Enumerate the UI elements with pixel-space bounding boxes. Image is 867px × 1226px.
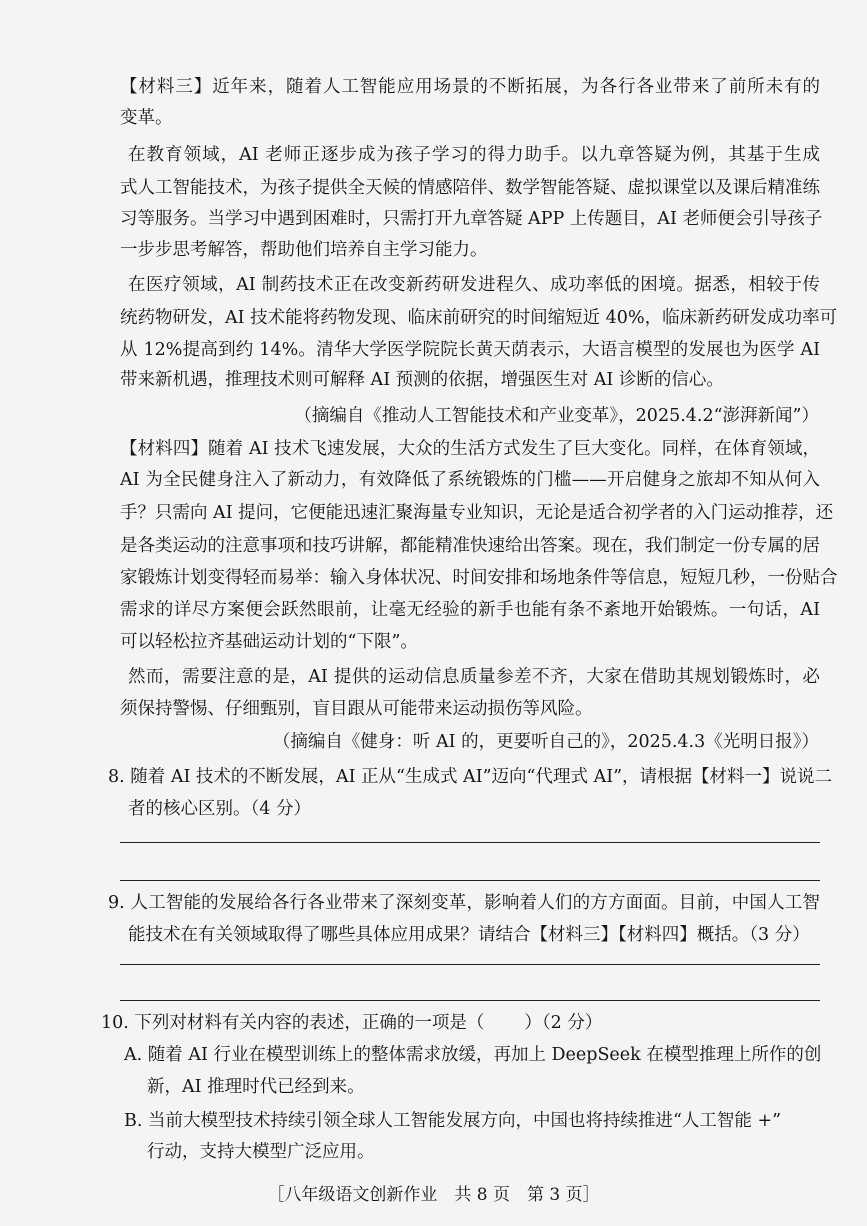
material3-intro-line2: 变革。 <box>120 108 173 128</box>
material4-line6: 需求的详尽方案便会跃然眼前，让毫无经验的新手也能有条不紊地开始锻炼。一句话，AI <box>120 600 820 620</box>
material4-line3: 手？只需向 AI 提问，它便能迅速汇聚海量专业知识，无论是适合初学者的入门运动推荐，还 <box>120 503 834 523</box>
material3-source: （摘编自《推动人工智能技术和产业变革》，2025.4.2“澎湃新闻”） <box>294 406 819 426</box>
page-footer: ［八年级语文创新作业 共 8 页 第 3 页］ <box>267 1185 600 1205</box>
material3-education-line3: 习等服务。当学习中遇到困难时，只需打开九章答疑 APP 上传题目，AI 老师便会引导孩子 <box>120 209 823 229</box>
material4-source: （摘编自《健身：听 AI 的，更要听自己的》，2025.4.3《光明日报》） <box>272 732 819 752</box>
option-b-line2: 行动，支持大模型广泛应用。 <box>147 1142 375 1162</box>
material3-intro-line1: 【材料三】近年来，随着人工智能应用场景的不断拓展，为各行各业带来了前所未有的 <box>120 77 820 97</box>
question-10-stem <box>101 1010 867 1036</box>
material3-medical-line1: 在医疗领域，AI 制药技术正在改变新药研发进程久、成功率低的困境。据悉，相较于传 <box>128 275 820 295</box>
material3-education-line2: 式人工智能技术，为孩子提供全天候的情感陪伴、数学智能答疑、虚拟课堂以及课后精准练 <box>120 178 820 198</box>
material4-caution-line1: 然而，需要注意的是，AI 提供的运动信息质量参差不齐，大家在借助其规划锻炼时，必 <box>128 667 820 687</box>
question-8-line1: 8. 随着 AI 技术的不断发展，AI 正从“生成式 AI”迈向“代理式 AI”，请根据【材料一】说说二 <box>108 767 833 787</box>
answer-line-q9-1[interactable] <box>120 964 820 965</box>
option-a-line1: A. 随着 AI 行业在模型训练上的整体需求放缓，再加上 DeepSeek 在模型推理上所作的创 <box>124 1045 822 1065</box>
question-8-line2: 者的核心区别。（4 分） <box>128 799 311 819</box>
material4-line7: 可以轻松拉齐基础运动计划的“下限”。 <box>120 632 418 652</box>
answer-line-q8-1[interactable] <box>120 842 820 843</box>
option-a-line2: 新，AI 推理时代已经到来。 <box>147 1077 365 1097</box>
answer-line-q9-2[interactable] <box>120 1000 820 1001</box>
answer-line-q8-2[interactable] <box>120 880 820 881</box>
material3-education-line4: 一步步思考解答，帮助他们培养自主学习能力。 <box>120 240 488 260</box>
material3-medical-line2: 统药物研发，AI 技术能将药物发现、临床前研究的时间缩短近 40%，临床新药研发成功率可 <box>120 308 838 328</box>
material3-education-line1: 在教育领域，AI 老师正逐步成为孩子学习的得力助手。以九章答疑为例，其基于生成 <box>128 145 820 165</box>
material4-caution-line2: 须保持警惕、仔细甄别，盲目跟从可能带来运动损伤等风险。 <box>120 699 593 719</box>
material3-medical-line3: 从 12%提高到约 14%。清华大学医学院院长黄天荫表示，大语言模型的发展也为医学 AI <box>120 340 820 360</box>
material4-line5: 家锻炼计划变得轻而易举：输入身体状况、时间安排和场地条件等信息，短短几秒，一份贴合 <box>120 568 838 588</box>
material4-line4: 是各类运动的注意事项和技巧讲解，都能精准快速给出答案。现在，我们制定一份专属的居 <box>120 536 820 556</box>
question-9-line1: 9. 人工智能的发展给各行各业带来了深刻变革，影响着人们的方方面面。目前，中国人工智 <box>108 893 820 913</box>
material3-medical-line4: 带来新机遇，推理技术则可解释 AI 预测的依据，增强医生对 AI 诊断的信心。 <box>120 370 724 390</box>
question-10-stem-text: 10. 下列对材料有关内容的表述，正确的一项是（ <box>101 1013 485 1033</box>
material4-line2: AI 为全民健身注入了新动力，有效降低了系统锻炼的门槛——开启健身之旅却不知从何入 <box>120 470 820 490</box>
question-10-score: ）（2 分） <box>524 1013 603 1033</box>
question-9-line2: 能技术在有关领域取得了哪些具体应用成果？请结合【材料三】【材料四】概括。（3 分） <box>128 925 810 945</box>
material4-line1: 【材料四】随着 AI 技术飞速发展，大众的生活方式发生了巨大变化。同样，在体育领域， <box>120 439 820 459</box>
option-b-line1: B. 当前大模型技术持续引领全球人工智能发展方向，中国也将持续推进“人工智能 +” <box>124 1111 782 1131</box>
